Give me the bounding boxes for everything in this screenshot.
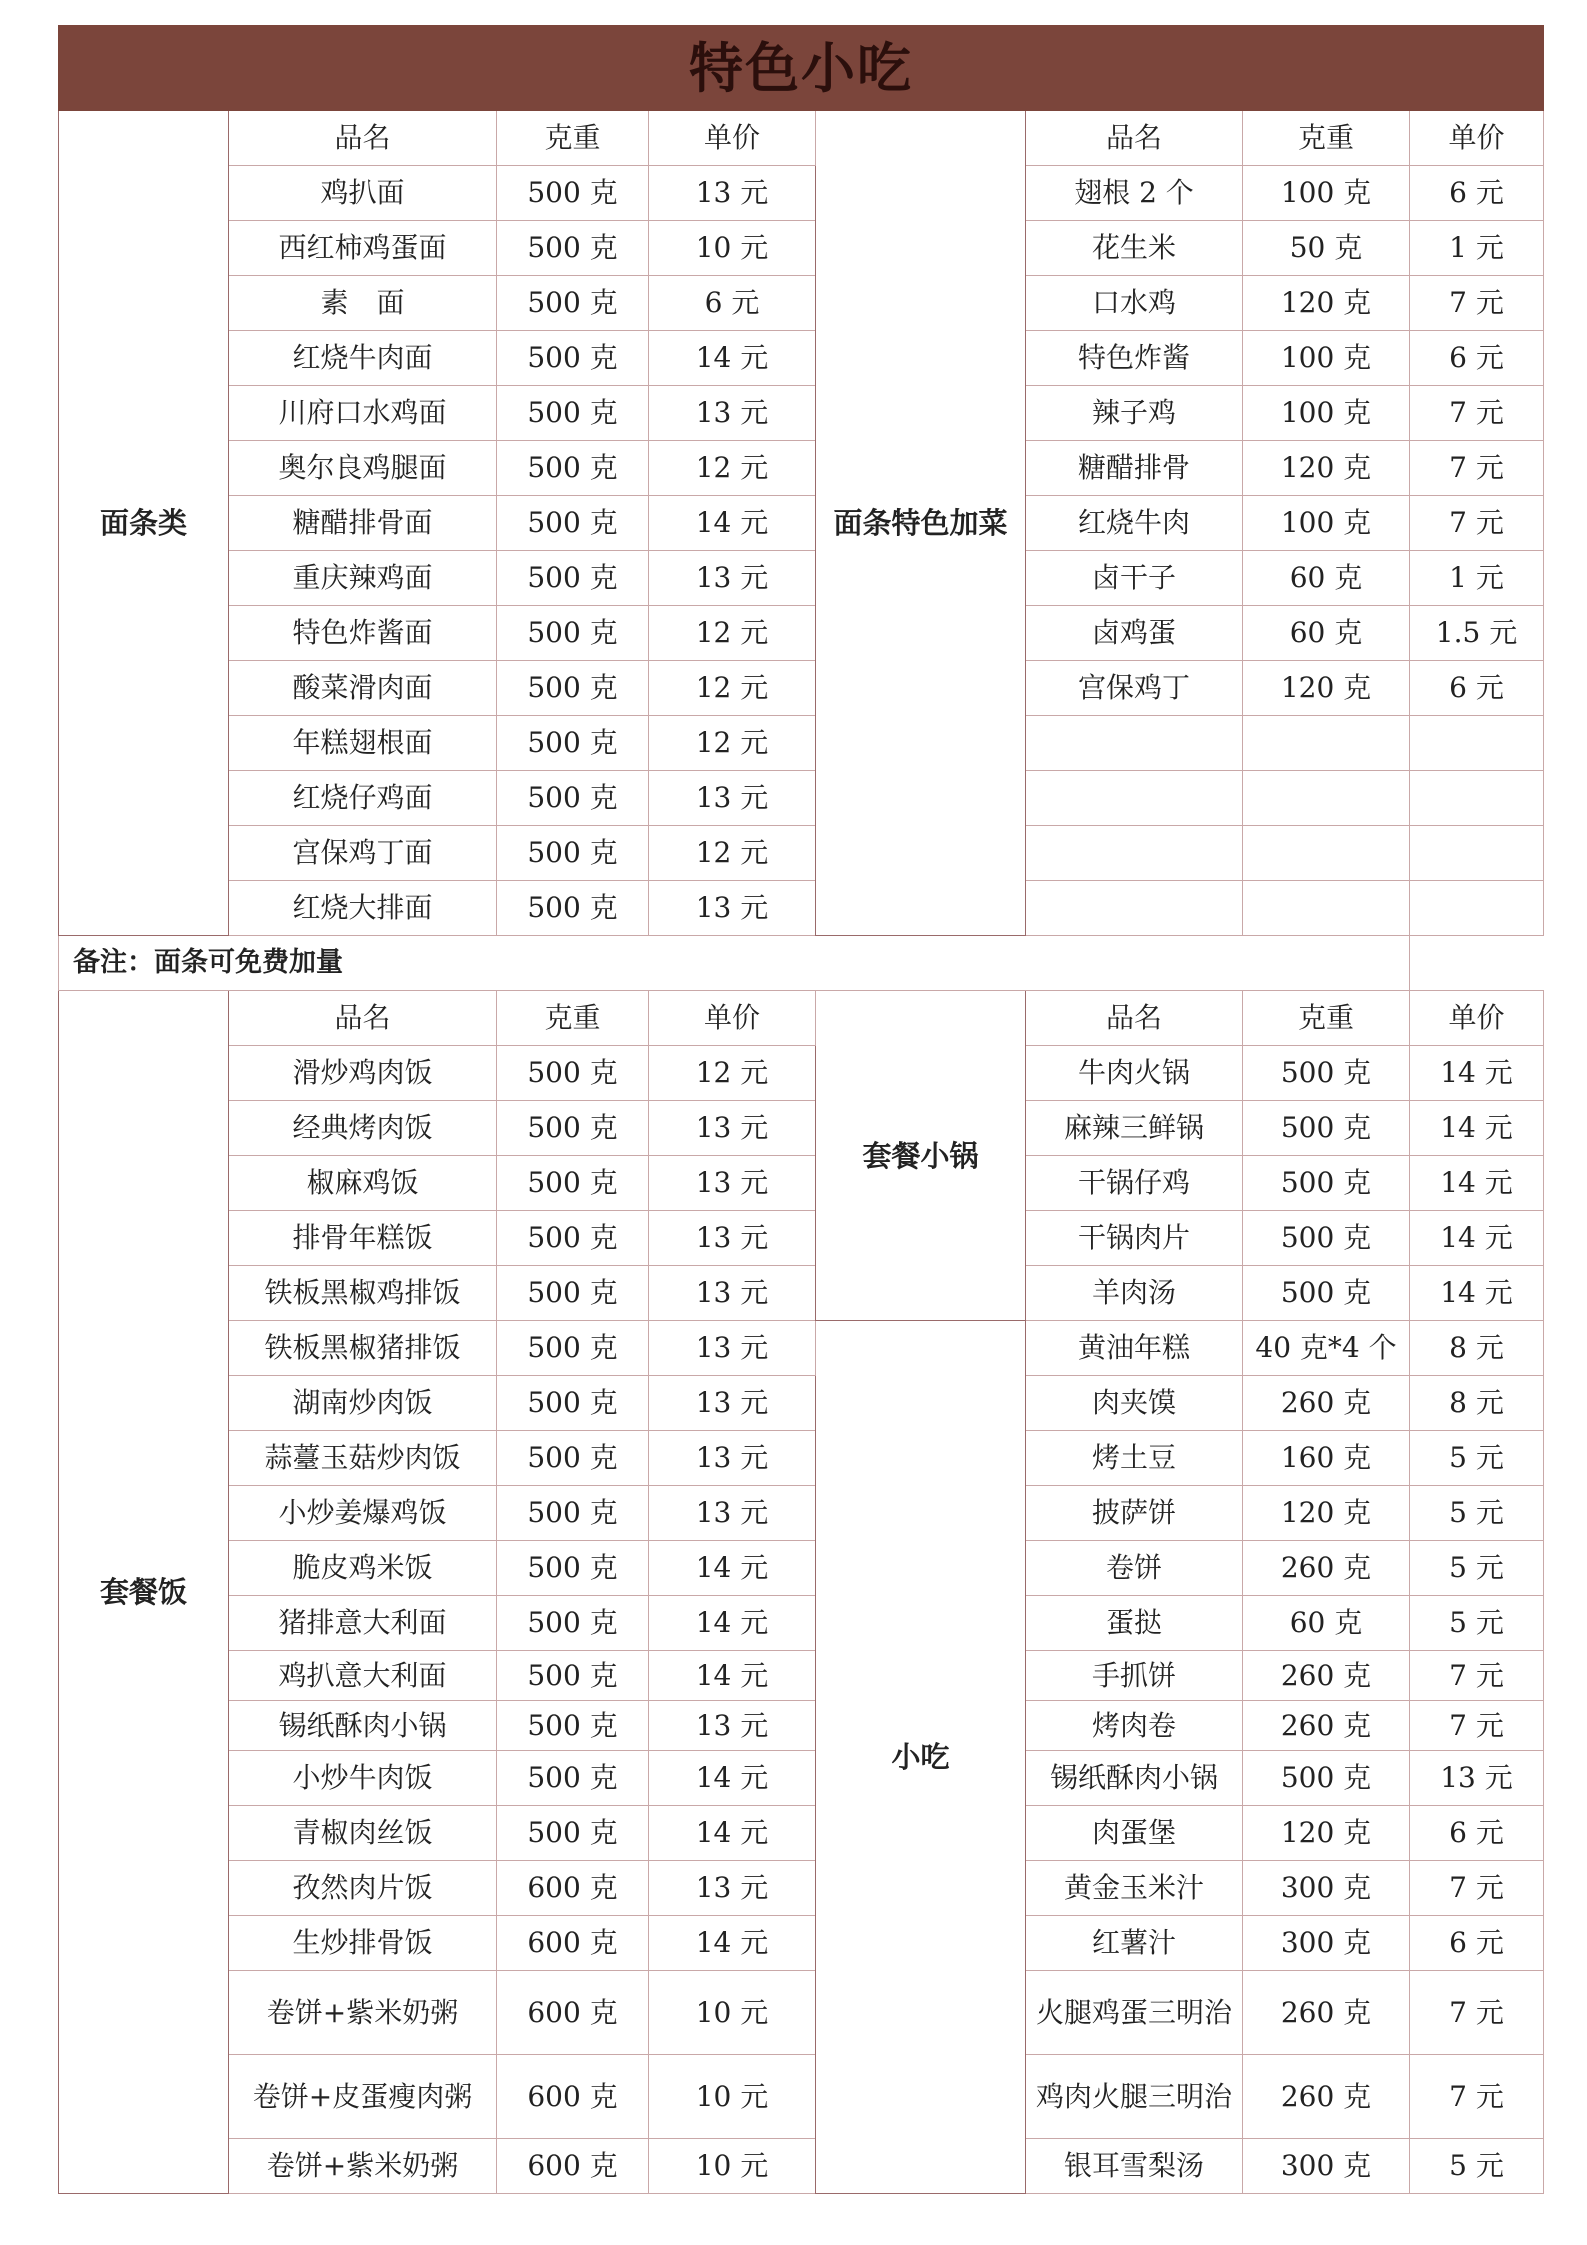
item-name: 宫保鸡丁面 — [229, 826, 497, 881]
item-weight: 50 克 — [1243, 221, 1410, 276]
item-name: 排骨年糕饭 — [229, 1211, 497, 1266]
header-weight: 克重 — [1243, 991, 1410, 1046]
item-name: 椒麻鸡饭 — [229, 1156, 497, 1211]
item-name: 翅根 2 个 — [1026, 166, 1243, 221]
item-price: 13 元 — [649, 1101, 816, 1156]
table-row — [59, 826, 1544, 881]
empty-cell — [1026, 771, 1243, 826]
item-name: 干锅肉片 — [1026, 1211, 1243, 1266]
table-row — [59, 936, 1544, 991]
item-name: 火腿鸡蛋三明治 — [1026, 1971, 1243, 2055]
item-price: 13 元 — [649, 1376, 816, 1431]
item-weight: 120 克 — [1243, 276, 1410, 331]
item-name: 鸡扒面 — [229, 166, 497, 221]
item-price: 13 元 — [649, 1266, 816, 1321]
item-name: 特色炸酱 — [1026, 331, 1243, 386]
item-name: 孜然肉片饭 — [229, 1861, 497, 1916]
item-name: 糖醋排骨面 — [229, 496, 497, 551]
item-price: 13 元 — [649, 1861, 816, 1916]
item-name: 川府口水鸡面 — [229, 386, 497, 441]
item-name: 红烧牛肉面 — [229, 331, 497, 386]
table-row — [59, 1651, 1544, 1701]
menu-body — [59, 26, 1544, 2194]
empty-cell — [1410, 826, 1544, 881]
table-row — [59, 1541, 1544, 1596]
item-weight: 260 克 — [1243, 2055, 1410, 2139]
item-weight: 500 克 — [497, 166, 649, 221]
item-weight: 260 克 — [1243, 1376, 1410, 1431]
item-weight: 260 克 — [1243, 1701, 1410, 1751]
table-row — [59, 1211, 1544, 1266]
item-weight: 100 克 — [1243, 496, 1410, 551]
item-name: 鸡扒意大利面 — [229, 1651, 497, 1701]
item-weight: 500 克 — [497, 551, 649, 606]
table-row — [59, 1431, 1544, 1486]
item-weight: 120 克 — [1243, 1486, 1410, 1541]
item-price: 13 元 — [649, 386, 816, 441]
item-weight: 500 克 — [1243, 1101, 1410, 1156]
table-row — [59, 1861, 1544, 1916]
item-name: 铁板黑椒猪排饭 — [229, 1321, 497, 1376]
item-price: 10 元 — [649, 2055, 816, 2139]
item-price: 1 元 — [1410, 551, 1544, 606]
item-name: 卷饼+紫米奶粥 — [229, 2139, 497, 2194]
item-name: 酸菜滑肉面 — [229, 661, 497, 716]
item-price: 12 元 — [649, 606, 816, 661]
item-weight: 600 克 — [497, 1861, 649, 1916]
item-name: 年糕翅根面 — [229, 716, 497, 771]
item-price: 12 元 — [649, 826, 816, 881]
item-weight: 500 克 — [497, 1651, 649, 1701]
item-price: 13 元 — [649, 1156, 816, 1211]
table-row — [59, 2055, 1544, 2139]
item-name: 烤土豆 — [1026, 1431, 1243, 1486]
item-price: 6 元 — [1410, 1916, 1544, 1971]
item-name: 手抓饼 — [1026, 1651, 1243, 1701]
item-weight: 300 克 — [1243, 1861, 1410, 1916]
menu-sheet — [58, 25, 1543, 2194]
item-name: 花生米 — [1026, 221, 1243, 276]
item-weight: 500 克 — [1243, 1751, 1410, 1806]
item-weight: 500 克 — [497, 1046, 649, 1101]
table-row — [59, 716, 1544, 771]
item-weight: 40 克*4 个 — [1243, 1321, 1410, 1376]
item-name: 宫保鸡丁 — [1026, 661, 1243, 716]
item-name: 猪排意大利面 — [229, 1596, 497, 1651]
item-name: 小炒牛肉饭 — [229, 1751, 497, 1806]
item-weight: 500 克 — [1243, 1211, 1410, 1266]
item-name: 卷饼 — [1026, 1541, 1243, 1596]
item-price: 10 元 — [649, 221, 816, 276]
item-name: 干锅仔鸡 — [1026, 1156, 1243, 1211]
table-row — [59, 1376, 1544, 1431]
item-price: 13 元 — [649, 1211, 816, 1266]
item-price: 13 元 — [649, 551, 816, 606]
table-row — [59, 441, 1544, 496]
table-row — [59, 771, 1544, 826]
table-row — [59, 331, 1544, 386]
table-row — [59, 26, 1544, 111]
item-price: 12 元 — [649, 716, 816, 771]
table-row — [59, 166, 1544, 221]
item-name: 麻辣三鲜锅 — [1026, 1101, 1243, 1156]
item-name: 生炒排骨饭 — [229, 1916, 497, 1971]
item-name: 滑炒鸡肉饭 — [229, 1046, 497, 1101]
item-weight: 100 克 — [1243, 166, 1410, 221]
item-name: 蛋挞 — [1026, 1596, 1243, 1651]
table-row — [59, 1916, 1544, 1971]
table-row — [59, 606, 1544, 661]
menu-table — [58, 25, 1544, 2194]
item-name: 素 面 — [229, 276, 497, 331]
item-price: 13 元 — [649, 771, 816, 826]
item-weight: 500 克 — [497, 331, 649, 386]
header-price: 单价 — [649, 111, 816, 166]
item-price: 1.5 元 — [1410, 606, 1544, 661]
item-weight: 500 克 — [497, 771, 649, 826]
item-price: 7 元 — [1410, 276, 1544, 331]
item-weight: 500 克 — [497, 1806, 649, 1861]
item-price: 6 元 — [1410, 331, 1544, 386]
item-weight: 60 克 — [1243, 606, 1410, 661]
item-price: 12 元 — [649, 661, 816, 716]
item-weight: 120 克 — [1243, 1806, 1410, 1861]
item-weight: 120 克 — [1243, 441, 1410, 496]
item-weight: 300 克 — [1243, 2139, 1410, 2194]
item-name: 重庆辣鸡面 — [229, 551, 497, 606]
item-weight: 500 克 — [497, 496, 649, 551]
item-weight: 500 克 — [497, 881, 649, 936]
table-row — [59, 386, 1544, 441]
item-price: 13 元 — [649, 881, 816, 936]
item-name: 辣子鸡 — [1026, 386, 1243, 441]
item-name: 鸡肉火腿三明治 — [1026, 2055, 1243, 2139]
header-price: 单价 — [1410, 991, 1544, 1046]
item-weight: 500 克 — [497, 441, 649, 496]
item-weight: 600 克 — [497, 1971, 649, 2055]
item-price: 7 元 — [1410, 441, 1544, 496]
section-set-meal: 套餐饭 — [59, 991, 229, 2194]
item-price: 14 元 — [649, 1751, 816, 1806]
item-price: 5 元 — [1410, 1431, 1544, 1486]
item-name: 蒜薹玉菇炒肉饭 — [229, 1431, 497, 1486]
item-name: 黄金玉米汁 — [1026, 1861, 1243, 1916]
table-row — [59, 1046, 1544, 1101]
item-price: 14 元 — [1410, 1046, 1544, 1101]
item-price: 6 元 — [1410, 661, 1544, 716]
item-weight: 500 克 — [497, 1701, 649, 1751]
item-weight: 500 克 — [497, 1211, 649, 1266]
header-name: 品名 — [229, 991, 497, 1046]
item-weight: 500 克 — [497, 826, 649, 881]
item-weight: 500 克 — [497, 1156, 649, 1211]
item-name: 红烧牛肉 — [1026, 496, 1243, 551]
item-weight: 500 克 — [497, 661, 649, 716]
item-price: 13 元 — [649, 1486, 816, 1541]
item-price: 7 元 — [1410, 1971, 1544, 2055]
item-weight: 100 克 — [1243, 331, 1410, 386]
item-price: 7 元 — [1410, 1701, 1544, 1751]
item-name: 奥尔良鸡腿面 — [229, 441, 497, 496]
item-weight: 500 克 — [497, 386, 649, 441]
table-row — [59, 991, 1544, 1046]
item-price: 14 元 — [1410, 1101, 1544, 1156]
item-price: 5 元 — [1410, 1541, 1544, 1596]
item-weight: 300 克 — [1243, 1916, 1410, 1971]
header-name: 品名 — [229, 111, 497, 166]
item-price: 14 元 — [1410, 1266, 1544, 1321]
table-row — [59, 496, 1544, 551]
empty-cell — [1026, 881, 1243, 936]
item-price: 7 元 — [1410, 1651, 1544, 1701]
item-weight: 500 克 — [497, 1376, 649, 1431]
item-name: 披萨饼 — [1026, 1486, 1243, 1541]
item-price: 14 元 — [649, 496, 816, 551]
item-weight: 500 克 — [497, 1431, 649, 1486]
item-name: 卤干子 — [1026, 551, 1243, 606]
note: 备注：面条可免费加量 — [59, 936, 1410, 991]
item-weight: 600 克 — [497, 1916, 649, 1971]
item-price: 14 元 — [649, 1806, 816, 1861]
header-name: 品名 — [1026, 991, 1243, 1046]
item-name: 肉蛋堡 — [1026, 1806, 1243, 1861]
table-row — [59, 111, 1544, 166]
item-price: 13 元 — [649, 166, 816, 221]
empty-cell — [1026, 826, 1243, 881]
item-name: 青椒肉丝饭 — [229, 1806, 497, 1861]
section-noodles: 面条类 — [59, 111, 229, 936]
item-name: 经典烤肉饭 — [229, 1101, 497, 1156]
item-price: 6 元 — [1410, 166, 1544, 221]
item-weight: 500 克 — [497, 1321, 649, 1376]
item-weight: 500 克 — [497, 276, 649, 331]
item-weight: 60 克 — [1243, 1596, 1410, 1651]
item-weight: 100 克 — [1243, 386, 1410, 441]
item-price: 7 元 — [1410, 496, 1544, 551]
table-row — [59, 1266, 1544, 1321]
table-row — [59, 276, 1544, 331]
item-name: 卤鸡蛋 — [1026, 606, 1243, 661]
item-name: 黄油年糕 — [1026, 1321, 1243, 1376]
item-price: 7 元 — [1410, 1861, 1544, 1916]
item-weight: 600 克 — [497, 2139, 649, 2194]
item-name: 脆皮鸡米饭 — [229, 1541, 497, 1596]
item-weight: 500 克 — [497, 1486, 649, 1541]
item-weight: 500 克 — [497, 606, 649, 661]
item-weight: 500 克 — [1243, 1156, 1410, 1211]
table-row — [59, 1101, 1544, 1156]
item-weight: 500 克 — [497, 716, 649, 771]
page-title: 特色小吃 — [59, 26, 1544, 111]
item-weight: 600 克 — [497, 2055, 649, 2139]
item-price: 7 元 — [1410, 386, 1544, 441]
item-price: 8 元 — [1410, 1321, 1544, 1376]
item-name: 牛肉火锅 — [1026, 1046, 1243, 1101]
item-price: 13 元 — [649, 1431, 816, 1486]
header-weight: 克重 — [497, 111, 649, 166]
item-weight: 260 克 — [1243, 1651, 1410, 1701]
empty-cell — [1243, 771, 1410, 826]
item-weight: 500 克 — [1243, 1046, 1410, 1101]
empty-cell — [1410, 881, 1544, 936]
item-weight: 500 克 — [1243, 1266, 1410, 1321]
item-weight: 500 克 — [497, 1541, 649, 1596]
item-price: 13 元 — [1410, 1751, 1544, 1806]
item-price: 5 元 — [1410, 2139, 1544, 2194]
item-name: 口水鸡 — [1026, 276, 1243, 331]
item-price: 14 元 — [649, 1916, 816, 1971]
item-price: 10 元 — [649, 1971, 816, 2055]
table-row — [59, 1751, 1544, 1806]
empty-cell — [1243, 826, 1410, 881]
item-name: 银耳雪梨汤 — [1026, 2139, 1243, 2194]
table-row — [59, 551, 1544, 606]
item-weight: 260 克 — [1243, 1971, 1410, 2055]
item-price: 7 元 — [1410, 2055, 1544, 2139]
item-price: 1 元 — [1410, 221, 1544, 276]
item-price: 14 元 — [649, 1651, 816, 1701]
item-price: 12 元 — [649, 441, 816, 496]
header-weight: 克重 — [1243, 111, 1410, 166]
item-name: 卷饼+紫米奶粥 — [229, 1971, 497, 2055]
empty-cell — [1410, 716, 1544, 771]
item-price: 6 元 — [649, 276, 816, 331]
item-price: 8 元 — [1410, 1376, 1544, 1431]
item-name: 小炒姜爆鸡饭 — [229, 1486, 497, 1541]
item-name: 肉夹馍 — [1026, 1376, 1243, 1431]
item-name: 红烧大排面 — [229, 881, 497, 936]
item-name: 特色炸酱面 — [229, 606, 497, 661]
item-weight: 500 克 — [497, 1751, 649, 1806]
empty-cell — [1243, 881, 1410, 936]
item-weight: 60 克 — [1243, 551, 1410, 606]
item-price: 13 元 — [649, 1701, 816, 1751]
section-noodle-extras: 面条特色加菜 — [816, 111, 1026, 936]
item-name: 红烧仔鸡面 — [229, 771, 497, 826]
item-price: 10 元 — [649, 2139, 816, 2194]
item-weight: 260 克 — [1243, 1541, 1410, 1596]
item-price: 12 元 — [649, 1046, 816, 1101]
item-price: 14 元 — [649, 1596, 816, 1651]
item-name: 锡纸酥肉小锅 — [229, 1701, 497, 1751]
item-weight: 120 克 — [1243, 661, 1410, 716]
table-row — [59, 1806, 1544, 1861]
item-name: 红薯汁 — [1026, 1916, 1243, 1971]
header-weight: 克重 — [497, 991, 649, 1046]
empty-cell — [1243, 716, 1410, 771]
item-price: 5 元 — [1410, 1596, 1544, 1651]
table-row — [59, 881, 1544, 936]
table-row — [59, 2139, 1544, 2194]
item-price: 5 元 — [1410, 1486, 1544, 1541]
section-set-pot: 套餐小锅 — [816, 991, 1026, 1321]
section-snacks: 小吃 — [816, 1321, 1026, 2194]
item-name: 湖南炒肉饭 — [229, 1376, 497, 1431]
item-name: 卷饼+皮蛋瘦肉粥 — [229, 2055, 497, 2139]
item-name: 西红柿鸡蛋面 — [229, 221, 497, 276]
empty-cell — [1410, 771, 1544, 826]
item-name: 锡纸酥肉小锅 — [1026, 1751, 1243, 1806]
item-weight: 500 克 — [497, 1266, 649, 1321]
item-price: 13 元 — [649, 1321, 816, 1376]
table-row — [59, 1596, 1544, 1651]
item-name: 烤肉卷 — [1026, 1701, 1243, 1751]
item-name: 铁板黑椒鸡排饭 — [229, 1266, 497, 1321]
table-row — [59, 221, 1544, 276]
header-price: 单价 — [649, 991, 816, 1046]
item-price: 6 元 — [1410, 1806, 1544, 1861]
item-weight: 500 克 — [497, 1596, 649, 1651]
item-price: 14 元 — [1410, 1211, 1544, 1266]
item-weight: 500 克 — [497, 1101, 649, 1156]
item-name: 羊肉汤 — [1026, 1266, 1243, 1321]
header-name: 品名 — [1026, 111, 1243, 166]
item-price: 14 元 — [649, 331, 816, 386]
table-row — [59, 1156, 1544, 1211]
item-weight: 160 克 — [1243, 1431, 1410, 1486]
item-name: 糖醋排骨 — [1026, 441, 1243, 496]
header-price: 单价 — [1410, 111, 1544, 166]
table-row — [59, 1971, 1544, 2055]
item-price: 14 元 — [1410, 1156, 1544, 1211]
table-row — [59, 661, 1544, 716]
table-row — [59, 1701, 1544, 1751]
empty-cell — [1026, 716, 1243, 771]
item-price: 14 元 — [649, 1541, 816, 1596]
table-row — [59, 1321, 1544, 1376]
table-row — [59, 1486, 1544, 1541]
item-weight: 500 克 — [497, 221, 649, 276]
